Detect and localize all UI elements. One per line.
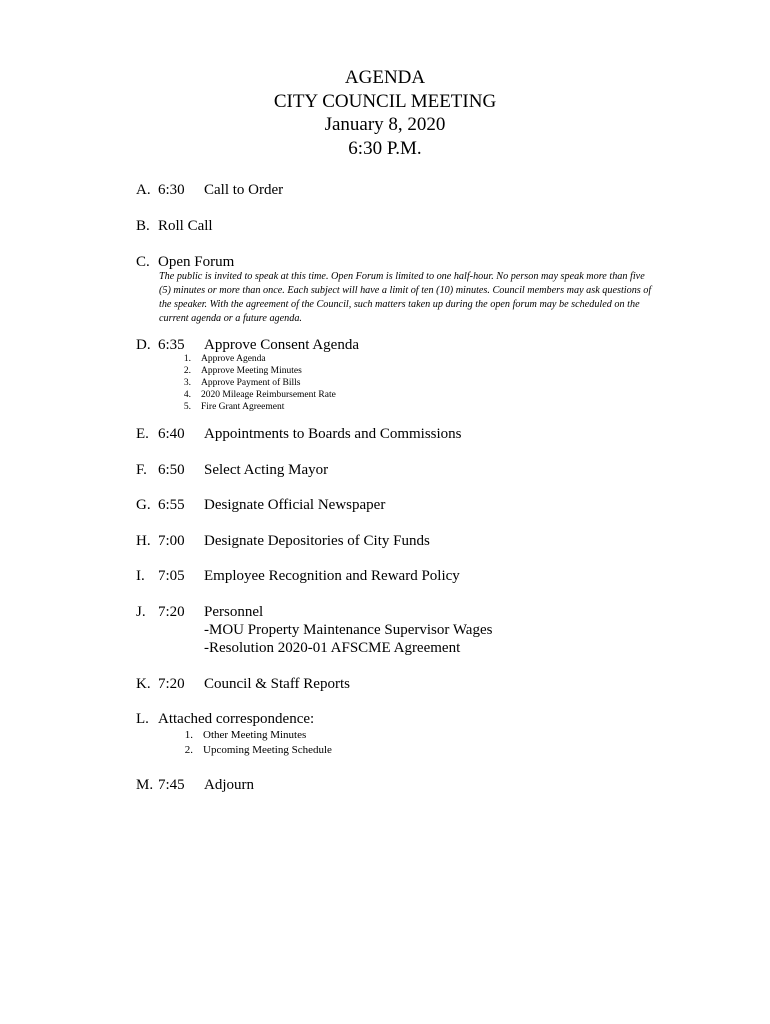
item-title: Attached correspondence: <box>158 711 315 727</box>
item-time: 7:20 <box>158 604 185 620</box>
list-number: 2. <box>183 366 191 376</box>
item-title: Designate Depositories of City Funds <box>204 533 430 549</box>
item-title: Designate Official Newspaper <box>204 497 386 513</box>
item-title: Council & Staff Reports <box>204 676 350 692</box>
meeting-date: January 8, 2020 <box>324 114 446 135</box>
item-title: Appointments to Boards and Commissions <box>204 426 462 442</box>
open-forum-description: The public is invited to speak at this time. Open Forum is limited to one half-hour. No person may speak more than five (5) minutes or more than once. Each subject will have a limit of ten (10) minutes. Council members may ask questions of the speaker. With the agreement of the Council, such matters taken up during the open forum may be scheduled on the current agenda or a future agenda. <box>159 271 652 324</box>
personnel-line: -MOU Property Maintenance Supervisor Wages <box>204 622 493 638</box>
item-letter: F. <box>136 462 147 478</box>
item-letter: C. <box>136 254 150 270</box>
item-title: Open Forum <box>158 254 235 270</box>
item-time: 7:45 <box>158 777 185 793</box>
item-title: Approve Consent Agenda <box>204 337 359 353</box>
item-title: Call to Order <box>204 182 284 198</box>
item-letter: D. <box>136 337 151 353</box>
list-text: Approve Agenda <box>201 354 266 364</box>
item-time: 7:00 <box>158 533 185 549</box>
item-time: 6:40 <box>158 426 185 442</box>
item-letter: J. <box>136 604 146 620</box>
item-time: 6:55 <box>158 497 185 513</box>
item-letter: M. <box>136 777 154 793</box>
list-text: Other Meeting Minutes <box>203 729 307 741</box>
list-number: 2. <box>184 744 193 756</box>
agenda-header <box>0 66 770 160</box>
list-text: Approve Payment of Bills <box>201 378 301 388</box>
list-text: Upcoming Meeting Schedule <box>203 744 332 756</box>
item-time: 7:05 <box>158 568 185 584</box>
personnel-line: -Resolution 2020-01 AFSCME Agreement <box>204 640 461 656</box>
item-letter: B. <box>136 218 150 234</box>
item-title: Select Acting Mayor <box>204 462 329 478</box>
agenda-heading: AGENDA <box>344 67 426 88</box>
item-title: Personnel <box>204 604 264 620</box>
item-title: Roll Call <box>158 218 213 234</box>
list-text: Approve Meeting Minutes <box>201 366 302 376</box>
list-number: 3. <box>183 378 191 388</box>
item-letter: I. <box>136 568 145 584</box>
item-letter: A. <box>136 182 151 198</box>
list-text: Fire Grant Agreement <box>201 402 285 412</box>
list-text: 2020 Mileage Reimbursement Rate <box>201 390 336 400</box>
item-letter: H. <box>136 533 151 549</box>
list-number: 1. <box>184 729 193 741</box>
item-letter: K. <box>136 676 151 692</box>
item-time: 6:50 <box>158 462 185 478</box>
item-letter: G. <box>136 497 151 513</box>
meeting-time: 6:30 P.M. <box>348 137 422 159</box>
item-time: 7:20 <box>158 676 185 692</box>
list-number: 5. <box>183 402 191 412</box>
item-letter: E. <box>136 426 149 442</box>
meeting-name: CITY COUNCIL MEETING <box>273 90 497 112</box>
item-title: Employee Recognition and Reward Policy <box>204 568 460 584</box>
list-number: 4. <box>183 390 191 400</box>
item-letter: L. <box>136 711 149 727</box>
item-time: 6:35 <box>158 337 185 353</box>
item-title: Adjourn <box>204 777 254 793</box>
list-number: 1. <box>183 354 191 364</box>
item-time: 6:30 <box>158 182 185 198</box>
